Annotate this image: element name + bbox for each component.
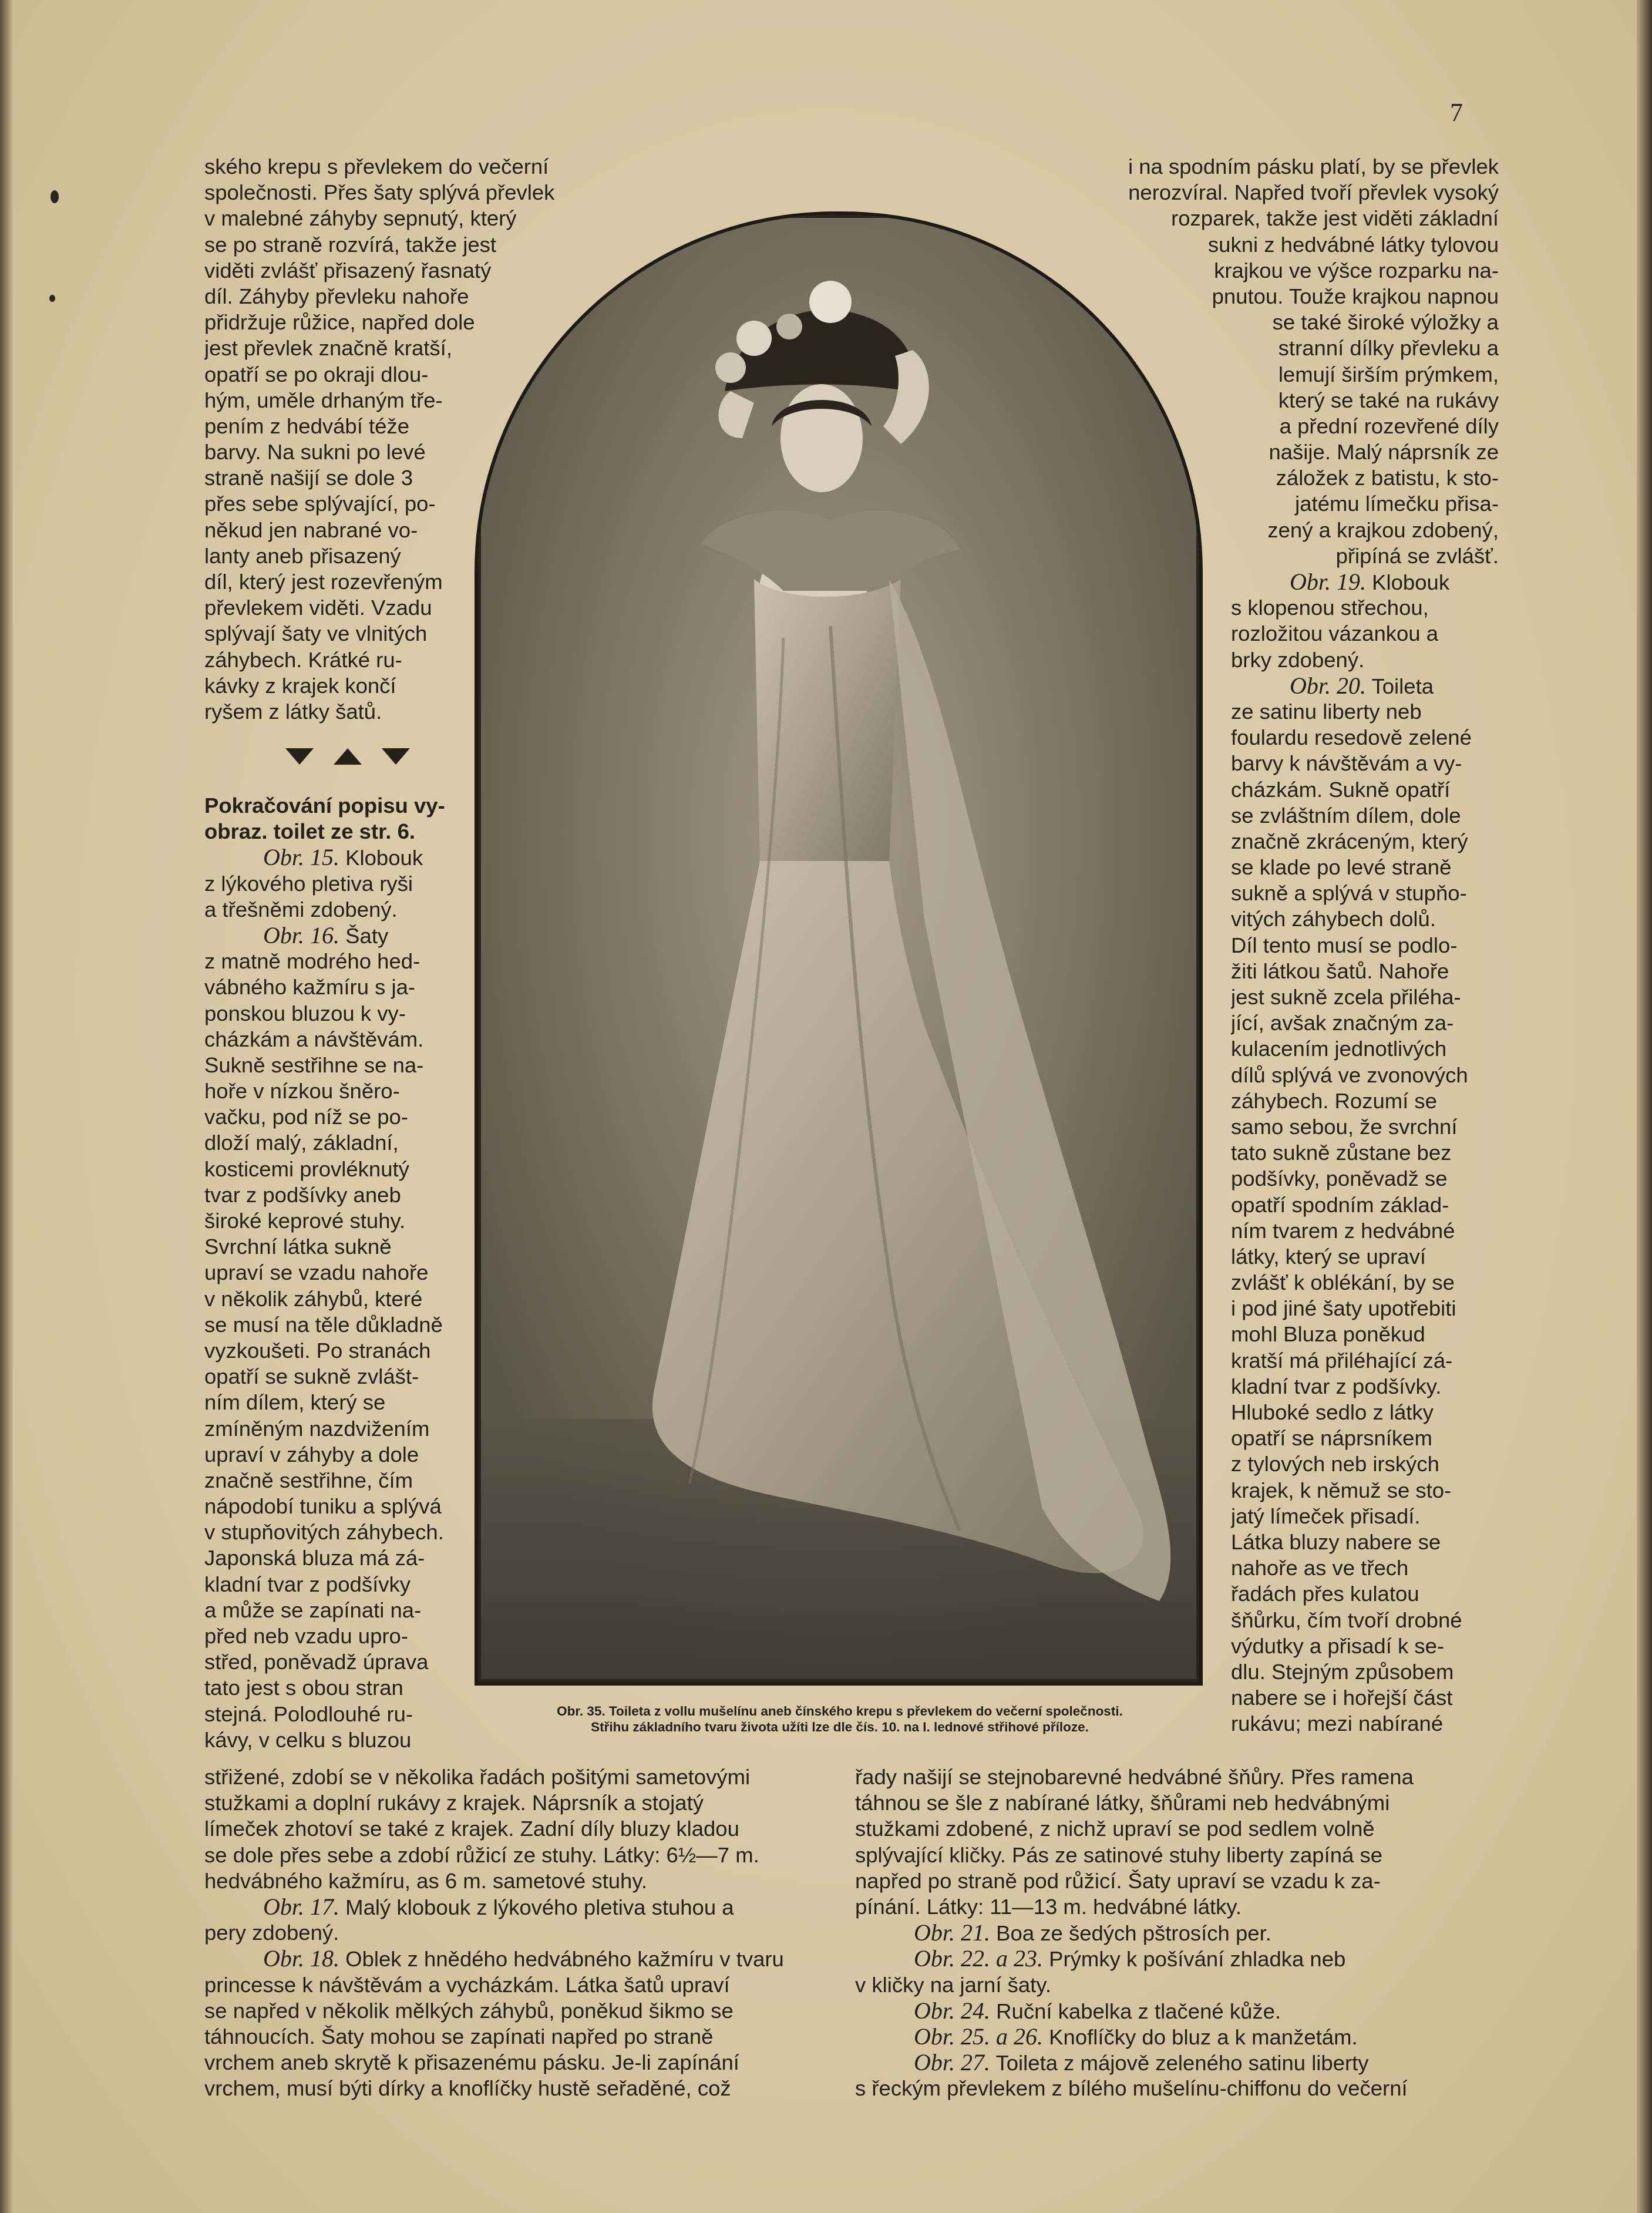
- text-line: lanty aneb přisazený: [204, 543, 401, 568]
- text-line: cházkám a návštěvám.: [204, 1027, 424, 1051]
- text-line: Hluboké sedlo z látky: [1231, 1400, 1434, 1424]
- text-line: podšívky, poněvadž se: [1231, 1166, 1448, 1191]
- text-line: splývají šaty ve vlnitých: [204, 621, 428, 646]
- text-line: dloží malý, základní,: [204, 1131, 399, 1155]
- text-line: v kličky na jarní šaty.: [855, 1972, 1052, 1997]
- text-line: upraví se vzadu nahoře: [204, 1260, 429, 1285]
- text-line: kratší má přiléhající zá-: [1231, 1348, 1453, 1373]
- section-divider-ornament: [285, 746, 415, 769]
- text-line: střižené, zdobí se v několika řadách pošitými sametovými: [204, 1765, 751, 1789]
- text-line: se také široké výložky a: [1272, 310, 1499, 335]
- text-line: přidržuje růžice, napřed dole: [204, 310, 475, 335]
- text-line: záložek z batistu, k sto-: [1276, 466, 1499, 490]
- text-line: nápodobí tuniku a splývá: [204, 1494, 442, 1519]
- text-line: Díl tento musí se podlo-: [1231, 933, 1458, 957]
- section-heading: Pokračování popisu vy-: [204, 793, 445, 818]
- text-line: z lýkového pletiva ryši: [204, 871, 413, 896]
- text-line: s klopenou střechou,: [1231, 596, 1429, 620]
- text-line: a přední rozevřené díly: [1279, 413, 1499, 438]
- text-line: ponskou bluzou k vy-: [204, 1001, 406, 1025]
- text-line: díl, který jest rozevřeným: [204, 570, 443, 594]
- page-left-edge: [0, 0, 13, 2213]
- text-line: značně zkráceným, který: [1231, 829, 1468, 853]
- text-line: se zvláštním dílem, dole: [1231, 803, 1461, 828]
- text-line: opatří se sukně zvlášt-: [204, 1364, 419, 1389]
- text-line: tato jest s obou stran: [204, 1676, 403, 1700]
- text-line: kávy, v celku s bluzou: [204, 1727, 412, 1752]
- item-obr-27: Obr. 27. Toileta z májově zeleného satinu liberty: [914, 2050, 1369, 2076]
- punch-hole-bottom: [49, 295, 55, 302]
- item-obr-22-23: Obr. 22. a 23. Prýmky k pošívání zhladka neb: [914, 1946, 1346, 1972]
- item-obr-18: Obr. 18. Oblek z hnědého hedvábného kažmíru v tvaru: [263, 1946, 784, 1972]
- text-line: před neb vzadu upro-: [204, 1624, 408, 1648]
- text-line: kulacením jednotlivých: [1231, 1037, 1447, 1061]
- text-line: společnosti. Přes šaty splývá převlek: [204, 180, 555, 205]
- text-line: se dole přes sebe a zdobí růžicí ze stuhy. Látky: 6½—7 m.: [204, 1842, 759, 1867]
- text-line: stranní dílky převleku a: [1278, 336, 1499, 361]
- text-line: hým, uměle drhaným tře-: [204, 388, 443, 412]
- text-line: žiti látkou šatů. Nahoře: [1231, 958, 1449, 983]
- item-obr-24: Obr. 24. Ruční kabelka z tlačené kůže.: [914, 1997, 1281, 2024]
- text-line: tato sukně zůstane bez: [1231, 1141, 1452, 1165]
- text-line: připíná se zvlášť.: [1335, 543, 1499, 568]
- text-line: zený a krajkou zdobený,: [1267, 517, 1499, 542]
- text-line: vačku, pod níž se po-: [204, 1105, 408, 1129]
- text-line: se klade po levé straně: [1231, 855, 1452, 880]
- bottom-left-block: [204, 1764, 827, 2101]
- item-obr-15: Obr. 15. Klobouk: [263, 845, 423, 871]
- text-line: široké keprové stuhy.: [204, 1209, 406, 1233]
- text-line: viděti zvlášť přisazený řasnatý: [204, 258, 492, 282]
- text-line: napřed po straně pod růžicí. Šaty upraví se vzadu k za-: [855, 1868, 1381, 1893]
- text-line: vitých záhybech dolů.: [1231, 907, 1436, 931]
- caption-line: Střihu základního tvaru života užíti lze dle čís. 10. na I. lednové střihové příloze.: [591, 1720, 1089, 1734]
- text-line: límeček zhotoví se také z krajek. Zadní díly bluzy kladou: [204, 1817, 739, 1841]
- text-line: hedvábného kažmíru, as 6 m. sametové stuhy.: [204, 1868, 648, 1893]
- text-line: šňůrku, čím tvoří drobné: [1231, 1607, 1462, 1632]
- text-line: zvlášť k oblékání, by se: [1231, 1270, 1455, 1295]
- text-line: táhnou se šle z nabírané látky, šňůrami neb hedvábnými: [855, 1791, 1390, 1815]
- text-line: pery zdobený.: [204, 1921, 339, 1945]
- right-column-continuation: [1231, 569, 1501, 1737]
- page-right-edge: [1637, 0, 1652, 2213]
- bottom-right-block: [855, 1764, 1486, 2101]
- text-line: ním tvarem z hedvábné: [1231, 1218, 1455, 1243]
- text-line: nerozvíral. Napřed tvoří převlek vysoký: [1128, 180, 1499, 205]
- text-line: řady našijí se stejnobarevné hedvábné šňůry. Přes ramena: [855, 1765, 1414, 1789]
- text-line: foulardu resedově zelené: [1231, 725, 1472, 750]
- text-line: opatří se náprsníkem: [1231, 1426, 1432, 1451]
- text-line: značně sestřihne, čím: [204, 1468, 413, 1492]
- photo-caption: [470, 1703, 1210, 1735]
- text-line: barvy k návštěvám a vy-: [1231, 751, 1462, 776]
- text-line: rukávu; mezi nabírané: [1231, 1711, 1444, 1736]
- item-obr-20: Obr. 20. Toileta: [1290, 672, 1434, 699]
- text-line: záhybech. Krátké ru-: [204, 647, 402, 672]
- text-line: lemují širším prýmkem,: [1278, 362, 1499, 386]
- text-line: ním dílem, který se: [204, 1390, 386, 1415]
- item-obr-21: Obr. 21. Boa ze šedých pštrosích per.: [914, 1920, 1271, 1946]
- text-line: stužkami zdobené, z nichž upraví se pod sedlem volně: [855, 1817, 1375, 1841]
- text-line: vrchem aneb skrytě k přisazenému pásku. Je-li zapínání: [204, 2050, 739, 2075]
- text-line: ského krepu s převlekem do večerní: [204, 154, 549, 179]
- text-line: stužkami a doplní rukávy z krajek. Náprsník a stojatý: [204, 1791, 704, 1815]
- right-column-top: [1004, 154, 1499, 569]
- text-line: Sukně sestřihne se na-: [204, 1052, 424, 1077]
- text-line: rozparek, takže jest viděti základní: [1171, 206, 1499, 231]
- text-line: sukni z hedvábné látky tylovou: [1207, 232, 1499, 257]
- text-line: hoře v nízkou šněro-: [204, 1079, 400, 1104]
- item-obr-17: Obr. 17. Malý klobouk z lýkového pletiva stuhou a: [263, 1894, 734, 1920]
- text-line: a může se zapínati na-: [204, 1597, 422, 1622]
- section-heading: obraz. toilet ze str. 6.: [204, 819, 416, 844]
- item-obr-16: Obr. 16. Šaty: [263, 922, 389, 949]
- caption-line: Obr. 35. Toileta z vollu mušelínu aneb čínského krepu s převlekem do večerní společnosti.: [557, 1704, 1123, 1718]
- text-line: barvy. Na sukni po levé: [204, 440, 426, 465]
- text-line: rozložitou vázankou a: [1231, 621, 1439, 646]
- text-line: kladní tvar z podšívky.: [1231, 1374, 1442, 1398]
- text-line: s řeckým převlekem z bílého mušelínu-chiffonu do večerní: [855, 2076, 1408, 2101]
- text-line: straně našijí se dole 3: [204, 466, 413, 490]
- text-line: krajkou ve výšce rozparku na-: [1214, 258, 1499, 282]
- text-line: někud jen nabrané vo-: [204, 517, 418, 542]
- triangle-down-icon: [285, 748, 314, 765]
- text-line: v stupňovitých záhybech.: [204, 1520, 444, 1545]
- text-line: cházkám. Sukně opatří: [1231, 777, 1451, 802]
- text-line: mohl Bluza poněkud: [1231, 1322, 1425, 1347]
- text-line: výdutky a přisadí k se-: [1231, 1633, 1445, 1658]
- text-line: jící, avšak značným za-: [1231, 1011, 1454, 1035]
- text-line: kladní tvar z podšívky: [204, 1572, 411, 1596]
- text-line: kosticemi provléknutý: [204, 1156, 409, 1181]
- text-line: i na spodním pásku platí, by se převlek: [1128, 154, 1499, 179]
- text-line: kávky z krajek končí: [204, 673, 396, 698]
- text-line: z matně modrého hed-: [204, 949, 420, 974]
- item-obr-19: Obr. 19. Klobouk: [1290, 569, 1450, 595]
- text-line: stejná. Polodlouhé ru-: [204, 1701, 413, 1726]
- text-line: záhybech. Rozumí se: [1231, 1088, 1437, 1113]
- text-line: tvar z podšívky aneb: [204, 1182, 401, 1207]
- text-line: z tylových neb irských: [1231, 1452, 1439, 1477]
- text-line: brky zdobený.: [1231, 647, 1365, 672]
- text-line: jatému límečku přisa-: [1295, 492, 1499, 516]
- text-line: řadách přes kulatou: [1231, 1582, 1419, 1606]
- text-line: ryšem z látky šatů.: [204, 699, 382, 724]
- text-line: princesse k návštěvám a vycházkám. Látka šatů upraví: [204, 1972, 730, 1997]
- text-line: sukně a splývá v stupňo-: [1231, 881, 1467, 906]
- text-line: zmíněným nazdvižením: [204, 1416, 430, 1441]
- text-line: pnutou. Touže krajkou napnou: [1212, 284, 1499, 308]
- text-line: našije. Malý náprsník ze: [1269, 440, 1499, 465]
- text-line: upraví v záhyby a dole: [204, 1442, 419, 1467]
- text-line: dlu. Stejným způsobem: [1231, 1659, 1454, 1684]
- triangle-up-icon: [334, 748, 362, 765]
- item-obr-25-26: Obr. 25. a 26. Knoflíčky do bluz a k manžetám.: [914, 2023, 1358, 2050]
- text-line: převlekem viděti. Vzadu: [204, 596, 432, 620]
- text-line: pínání. Látky: 11—13 m. hedvábné látky.: [855, 1894, 1242, 1919]
- left-column-continuation: [204, 793, 479, 1753]
- text-line: jest převlek značně kratší,: [204, 336, 452, 361]
- text-line: dílů splývá ve zvonových: [1231, 1062, 1468, 1087]
- text-line: opatří spodním základ-: [1231, 1192, 1449, 1217]
- text-line: vrchem, musí býti dírky a knoflíčky hustě seřaděné, což: [204, 2076, 731, 2101]
- text-line: ze satinu liberty neb: [1231, 699, 1422, 724]
- text-line: přes sebe splývající, po-: [204, 492, 436, 516]
- text-line: samo sebou, že svrchní: [1231, 1114, 1458, 1139]
- text-line: Japonská bluza má zá-: [204, 1546, 425, 1570]
- text-line: pením z hedvábí téže: [204, 413, 409, 438]
- text-line: nabere se i hořejší část: [1231, 1686, 1453, 1710]
- punch-hole-top: [51, 190, 59, 203]
- text-line: látky, který se upraví: [1231, 1244, 1426, 1269]
- text-line: opatří se po okraji dlou-: [204, 362, 429, 386]
- text-line: se po straně rozvírá, takže jest: [204, 232, 497, 257]
- text-line: jatý límeček přisadí.: [1231, 1504, 1421, 1528]
- text-line: Látka bluzy nabere se: [1231, 1529, 1441, 1554]
- text-line: a třešněmi zdobený.: [204, 897, 398, 921]
- text-line: v malebné záhyby sepnutý, který: [204, 206, 517, 231]
- text-line: krajek, k němuž se sto-: [1231, 1478, 1452, 1502]
- text-line: díl. Záhyby převleku nahoře: [204, 284, 469, 308]
- page-number: 7: [1450, 98, 1463, 127]
- text-line: v několik záhybů, které: [204, 1286, 423, 1311]
- text-line: se musí na těle důkladně: [204, 1312, 443, 1337]
- text-line: který se také na rukávy: [1278, 388, 1499, 412]
- text-line: Svrchní látka sukně: [204, 1235, 392, 1259]
- triangle-down-icon: [382, 748, 410, 765]
- text-line: i pod jiné šaty upotřebiti: [1231, 1296, 1456, 1321]
- text-line: nahoře as ve třech: [1231, 1556, 1409, 1580]
- text-line: jest sukně zcela přiléha-: [1231, 985, 1461, 1009]
- text-line: vyzkoušeti. Po stranách: [204, 1338, 431, 1363]
- text-line: táhnoucích. Šaty mohou se zapínati napřed po straně: [204, 2024, 714, 2049]
- text-line: se napřed v několik mělkých záhybů, poněkud šikmo se: [204, 1998, 734, 2023]
- text-line: střed, poněvadž úprava: [204, 1650, 429, 1674]
- text-line: vábného kažmíru s ja-: [204, 975, 416, 1000]
- text-line: splývající kličky. Pás ze satinové stuhy liberty zapíná se: [855, 1842, 1383, 1867]
